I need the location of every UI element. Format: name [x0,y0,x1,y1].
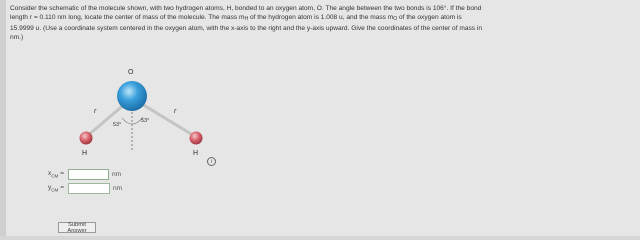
xcm-row [40,168,121,180]
hydrogen-left-label: H [82,150,88,157]
hydrogen-atom-right [190,132,203,145]
question-line-1: Consider the schematic of the molecule shown, with two hydrogen atoms, H, bonded to an oxygen atom, O. The angle between the two bonds is 106°. If the bond [10,5,482,12]
xcm-unit: nm [112,170,122,178]
question-line-4: nm.) [10,34,24,41]
info-icon[interactable]: i [207,157,216,166]
ycm-input[interactable] [68,183,110,194]
ycm-unit: nm [113,184,123,192]
oxygen-label: O [128,69,134,76]
question-line-2: length r = 0.110 nm long, locate the center of mass of the molecule. The mass $m_H$ of the hydrogen atom is 1.008 u, and the mass $m_O$ of the oxygen atom is [10,14,462,22]
ycm-label: $y_{CM}$ = [47,183,64,193]
bond-left-label: r [94,108,97,115]
oxygen-atom [117,81,147,111]
xcm-input[interactable] [68,169,109,180]
hydrogen-right-label: H [193,150,199,157]
bond-right-label: r [174,108,177,115]
angle-arc-left [122,118,132,124]
xcm-label: $x_{CM}$ = [47,169,64,179]
hydrogen-atom-left [80,132,93,145]
angle-right-label: 53° [141,118,150,124]
ycm-row [40,182,122,194]
angle-left-label: 53° [113,122,122,128]
submit-answer-button[interactable]: Submit Answer [58,222,96,233]
question-line-3: 15.9999 u. (Use a coordinate system centered in the oxygen atom, with the x-axis to the right and the y-axis upward. Give the coordinates of the center of mass in [10,25,483,32]
